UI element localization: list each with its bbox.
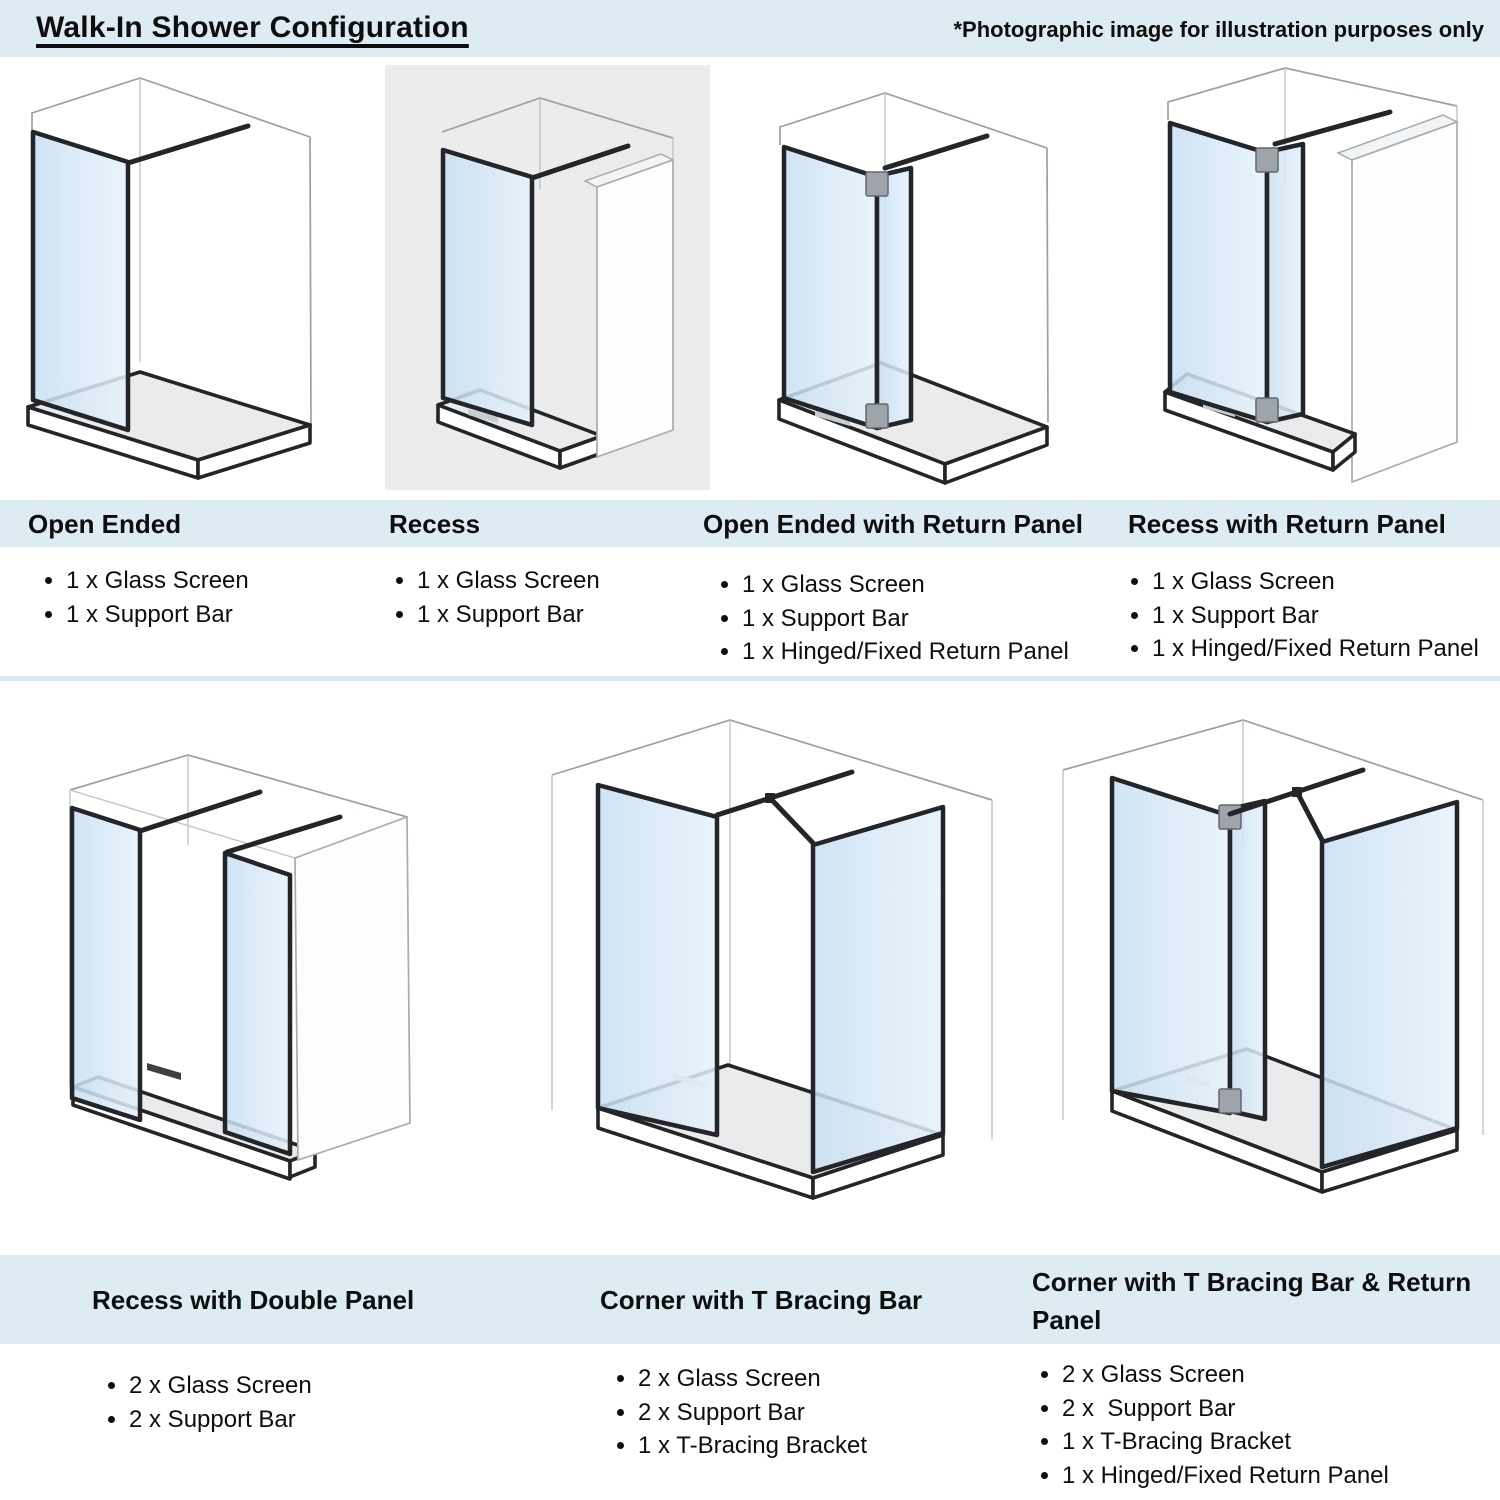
open-ended-return-drawing <box>715 62 1100 497</box>
component-list-corner-t <box>612 1362 998 1463</box>
glass-screen-panel-left <box>1112 778 1230 1113</box>
config-title-corner-t: Corner with T Bracing Bar <box>600 1285 923 1315</box>
component-list-open-ended <box>40 564 396 631</box>
illustration-recess <box>385 65 710 490</box>
glass-screen-panel <box>33 132 128 430</box>
glass-screen-panel-left <box>72 808 140 1120</box>
corner-t-drawing <box>530 695 1020 1255</box>
return-panel <box>1230 801 1265 1119</box>
glass-screen-panel-right <box>1322 802 1457 1167</box>
section-divider <box>0 676 1500 681</box>
component-item: • 1 x Support Bar <box>1152 599 1500 633</box>
component-item: • 1 x Glass Screen <box>417 564 747 598</box>
return-panel <box>1267 144 1303 422</box>
t-bracing-bracket <box>1292 787 1302 797</box>
corner-t-return-drawing <box>1025 695 1500 1255</box>
component-list-open-ended-return <box>716 568 1142 669</box>
illustration-recess-double <box>35 695 510 1255</box>
component-item: • 1 x Support Bar <box>66 598 396 632</box>
config-title-corner-t-return: Corner with T Bracing Bar & Return Panel <box>1032 1267 1472 1335</box>
side-wall <box>1338 115 1457 482</box>
component-list-recess <box>391 564 747 631</box>
component-item: • 2 x Support Bar <box>129 1403 459 1437</box>
recess-drawing <box>385 65 710 490</box>
drain <box>147 1063 181 1080</box>
recess-return-drawing <box>1105 62 1500 497</box>
recess-double-drawing <box>35 695 510 1255</box>
side-wall <box>295 817 410 1160</box>
glass-screen-panel <box>784 147 877 428</box>
component-item: • 2 x Support Bar <box>638 1396 998 1430</box>
config-title-recess: Recess <box>389 509 481 539</box>
support-bar-short <box>770 798 813 843</box>
component-item: • 1 x Hinged/Fixed Return Panel <box>1062 1459 1500 1493</box>
component-item: • 1 x Support Bar <box>417 598 747 632</box>
glass-screen-panel-right <box>225 853 290 1154</box>
support-bar-left <box>140 792 260 831</box>
illustration-open-ended-return <box>715 62 1100 497</box>
support-bar <box>885 136 987 168</box>
illustration-corner-t <box>530 695 1020 1255</box>
config-title-open-ended-return: Open Ended with Return Panel <box>703 509 1083 539</box>
page-title: Walk-In Shower Configuration <box>36 11 469 44</box>
component-item: • 2 x Glass Screen <box>129 1369 459 1403</box>
component-item: • 1 x Glass Screen <box>66 564 396 598</box>
hinge-bracket-top <box>866 172 888 196</box>
return-panel <box>877 168 911 428</box>
open-ended-drawing <box>15 62 360 497</box>
illustration-open-ended <box>15 62 360 497</box>
support-bar <box>128 126 248 163</box>
illustration-recess-return <box>1105 62 1500 497</box>
component-item: • 1 x T-Bracing Bracket <box>638 1429 998 1463</box>
component-item: • 2 x Glass Screen <box>638 1362 998 1396</box>
glass-screen-panel <box>443 150 532 425</box>
hinge-bracket-bottom <box>866 404 888 428</box>
support-bar-long <box>717 772 852 815</box>
component-item: • 2 x Support Bar <box>1062 1392 1500 1426</box>
t-bracing-bracket <box>765 793 775 803</box>
support-bar <box>1275 112 1390 144</box>
glass-screen-panel-right <box>813 807 943 1172</box>
component-list-recess-return <box>1126 565 1500 666</box>
component-item: • 1 x Hinged/Fixed Return Panel <box>742 635 1142 669</box>
component-item: • 1 x T-Bracing Bracket <box>1062 1425 1500 1459</box>
glass-screen-panel <box>1170 123 1267 422</box>
glass-screen-panel-left <box>598 785 717 1135</box>
hinge-bracket-bottom <box>1219 1089 1241 1113</box>
component-item: • 1 x Support Bar <box>742 602 1142 636</box>
config-title-recess-double: Recess with Double Panel <box>92 1285 415 1315</box>
support-bar-short <box>1297 792 1322 840</box>
hinge-bracket-top <box>1256 148 1278 172</box>
component-item: • 1 x Glass Screen <box>742 568 1142 602</box>
illustration-corner-t-return <box>1025 695 1500 1255</box>
component-list-corner-t-return <box>1036 1358 1500 1492</box>
config-title-open-ended: Open Ended <box>28 509 182 539</box>
hinge-bracket-top <box>1219 805 1241 829</box>
component-item: • 1 x Hinged/Fixed Return Panel <box>1152 632 1500 666</box>
support-bar-right <box>227 817 340 852</box>
component-list-recess-double <box>103 1369 459 1436</box>
side-wall <box>585 154 673 457</box>
component-item: • 1 x Glass Screen <box>1152 565 1500 599</box>
config-title-recess-return: Recess with Return Panel <box>1128 509 1446 539</box>
component-item: • 2 x Glass Screen <box>1062 1358 1500 1392</box>
hinge-bracket-bottom <box>1256 398 1278 422</box>
disclaimer-note: *Photographic image for illustration purposes only <box>953 17 1484 42</box>
